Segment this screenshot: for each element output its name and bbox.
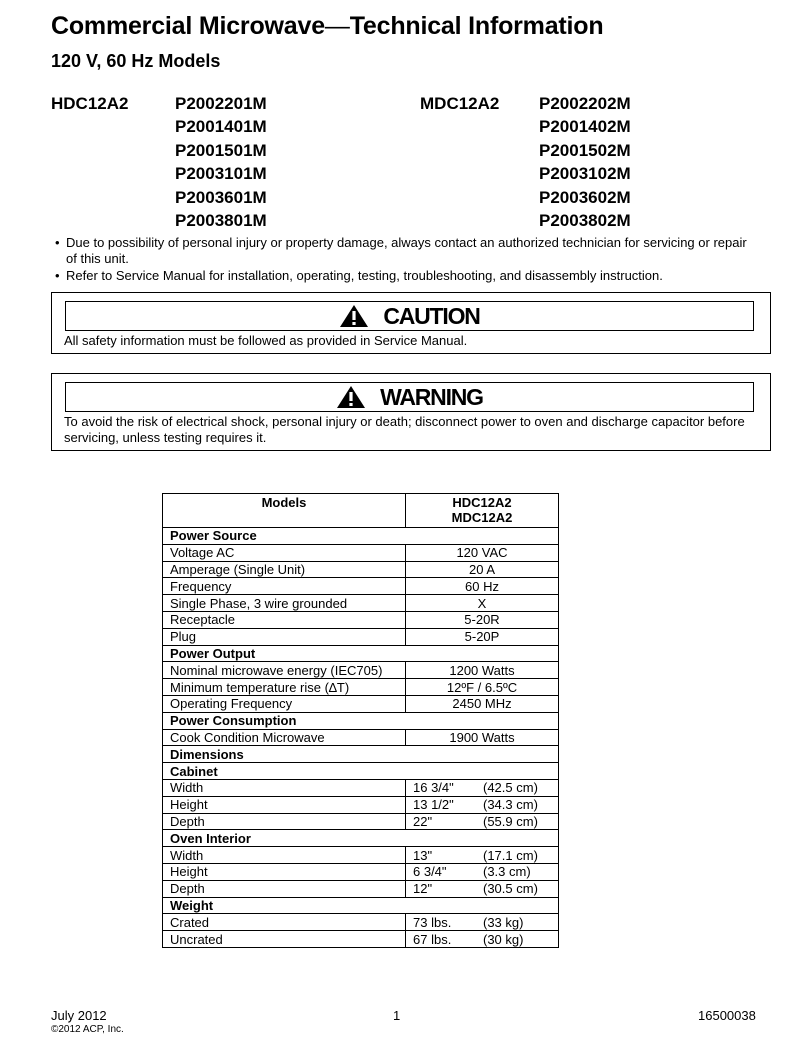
- section-header: [163, 897, 559, 914]
- table-row: [163, 914, 559, 931]
- header-model-names: [406, 494, 559, 528]
- row-value: [406, 914, 559, 931]
- row-value: [406, 813, 559, 830]
- table-row: [163, 863, 559, 880]
- row-value: [406, 880, 559, 897]
- row-label: Uncrated: [163, 931, 406, 948]
- warning-banner: [65, 382, 754, 412]
- row-value: [406, 847, 559, 864]
- section-header: [163, 746, 559, 763]
- row-value: X: [406, 595, 559, 612]
- part-number: P2001501M: [175, 140, 267, 160]
- metric-value: (17.1 cm): [483, 847, 538, 863]
- metric-value: (30.5 cm): [483, 881, 538, 897]
- part-number: P2001402M: [539, 117, 631, 137]
- section-title: Power Source: [163, 528, 559, 545]
- footer-copyright: ©2012 ACP, Inc.: [51, 1024, 124, 1035]
- part-number-list: [539, 92, 631, 232]
- page-subtitle: 120 V, 60 Hz Models: [51, 51, 221, 71]
- row-label: Minimum temperature rise (∆T): [163, 679, 406, 696]
- part-number: P2003101M: [175, 164, 267, 184]
- section-title: Dimensions: [163, 746, 559, 763]
- bullet-icon: •: [55, 268, 60, 283]
- metric-value: (30 kg): [483, 931, 524, 947]
- table-row: [163, 578, 559, 595]
- table-header-row: [163, 494, 559, 528]
- row-label: Nominal microwave energy (IEC705): [163, 662, 406, 679]
- imperial-value: 73 lbs.: [413, 914, 452, 930]
- row-label: Plug: [163, 628, 406, 645]
- part-number: P2002202M: [539, 94, 631, 113]
- table-row: [163, 695, 559, 712]
- row-label: Crated: [163, 914, 406, 931]
- part-number-list: [175, 92, 267, 232]
- row-value: 60 Hz: [406, 578, 559, 595]
- section-header: [163, 645, 559, 662]
- bullet-item: [55, 268, 760, 284]
- part-number: P2003802M: [539, 211, 631, 231]
- row-value: 5-20P: [406, 628, 559, 645]
- metric-value: (34.3 cm): [483, 797, 538, 813]
- table-row: [163, 628, 559, 645]
- row-value: 5-20R: [406, 611, 559, 628]
- caution-banner: [65, 301, 754, 331]
- row-label: Width: [163, 847, 406, 864]
- table-row: [163, 611, 559, 628]
- row-value: 12ºF / 6.5ºC: [406, 679, 559, 696]
- section-header: [163, 830, 559, 847]
- footer-date: July 2012: [51, 1008, 107, 1023]
- title-dash: —: [324, 12, 350, 40]
- imperial-value: 13 1/2": [413, 797, 454, 813]
- section-title: Cabinet: [163, 763, 559, 780]
- title-main: Commercial Microwave: [51, 12, 325, 40]
- row-value: [406, 779, 559, 796]
- header-models: Models: [163, 494, 406, 528]
- row-label: Voltage AC: [163, 544, 406, 561]
- row-value: 2450 MHz: [406, 695, 559, 712]
- metric-value: (3.3 cm): [483, 864, 531, 880]
- row-label: Depth: [163, 813, 406, 830]
- footer-doc-number: 16500038: [698, 1008, 756, 1023]
- part-number: P2001502M: [539, 140, 631, 160]
- row-label: Height: [163, 863, 406, 880]
- row-label: Amperage (Single Unit): [163, 561, 406, 578]
- metric-value: (33 kg): [483, 914, 524, 930]
- imperial-value: 12": [413, 881, 433, 897]
- bullet-item: [55, 235, 760, 267]
- table-row: [163, 561, 559, 578]
- row-label: Single Phase, 3 wire grounded: [163, 595, 406, 612]
- table-row: [163, 544, 559, 561]
- bullet-text: Refer to Service Manual for installation, operating, testing, troubleshooting, and disassembly instruction.: [66, 268, 663, 283]
- metric-value: (55.9 cm): [483, 813, 538, 829]
- imperial-value: 22": [413, 813, 433, 829]
- row-value: 120 VAC: [406, 544, 559, 561]
- row-value: [406, 931, 559, 948]
- warning-box: [51, 373, 771, 451]
- footer-page-number: 1: [393, 1008, 401, 1023]
- bullet-text: Due to possibility of personal injury or property damage, always contact an authorized technician for servicing or repair of this unit.: [66, 235, 747, 266]
- row-value: [406, 863, 559, 880]
- metric-value: (42.5 cm): [483, 780, 538, 796]
- warning-text: To avoid the risk of electrical shock, personal injury or death; disconnect power to oven and discharge capacitor before servicing, unless testing requires it.: [64, 414, 745, 445]
- part-number: P2003602M: [539, 187, 631, 207]
- part-number: P2003601M: [175, 187, 267, 207]
- bullet-icon: •: [55, 235, 60, 250]
- part-number: P2002201M: [175, 94, 267, 113]
- row-value: 20 A: [406, 561, 559, 578]
- row-label: Width: [163, 779, 406, 796]
- table-row: [163, 595, 559, 612]
- caution-label: CAUTION: [383, 302, 480, 329]
- warning-triangle-icon: [336, 385, 366, 409]
- section-title: Oven Interior: [163, 830, 559, 847]
- page-title: [51, 12, 603, 41]
- row-label: Frequency: [163, 578, 406, 595]
- bullet-list: [55, 235, 760, 285]
- row-label: Receptacle: [163, 611, 406, 628]
- row-value: [406, 796, 559, 813]
- row-value: 1200 Watts: [406, 662, 559, 679]
- section-title: Power Consumption: [163, 712, 559, 729]
- imperial-value: 67 lbs.: [413, 931, 452, 947]
- imperial-value: 13": [413, 847, 433, 863]
- table-row: [163, 796, 559, 813]
- row-value: 1900 Watts: [406, 729, 559, 746]
- model-base-name: HDC12A2: [51, 94, 129, 113]
- caution-box: [51, 292, 771, 354]
- section-title: Power Output: [163, 645, 559, 662]
- imperial-value: 16 3/4": [413, 780, 454, 796]
- section-header: [163, 528, 559, 545]
- row-label: Height: [163, 796, 406, 813]
- table-row: [163, 931, 559, 948]
- imperial-value: 6 3/4": [413, 864, 447, 880]
- spec-table: [162, 493, 559, 948]
- table-row: [163, 679, 559, 696]
- part-number: P2001401M: [175, 117, 267, 137]
- header-model-2: MDC12A2: [451, 510, 513, 525]
- part-number: P2003102M: [539, 164, 631, 184]
- model-base-name: MDC12A2: [420, 94, 500, 113]
- section-title: Weight: [163, 897, 559, 914]
- part-number: P2003801M: [175, 211, 267, 231]
- section-header: [163, 712, 559, 729]
- section-header: [163, 763, 559, 780]
- table-row: [163, 813, 559, 830]
- table-row: [163, 779, 559, 796]
- warning-triangle-icon: [339, 304, 369, 328]
- table-row: [163, 847, 559, 864]
- row-label: Cook Condition Microwave: [163, 729, 406, 746]
- warning-label: WARNING: [380, 383, 483, 410]
- header-model-1: HDC12A2: [452, 495, 512, 510]
- table-row: [163, 729, 559, 746]
- row-label: Operating Frequency: [163, 695, 406, 712]
- caution-text: All safety information must be followed as provided in Service Manual.: [64, 333, 468, 348]
- table-row: [163, 880, 559, 897]
- row-label: Depth: [163, 880, 406, 897]
- table-row: [163, 662, 559, 679]
- title-suffix: Technical Information: [349, 12, 604, 40]
